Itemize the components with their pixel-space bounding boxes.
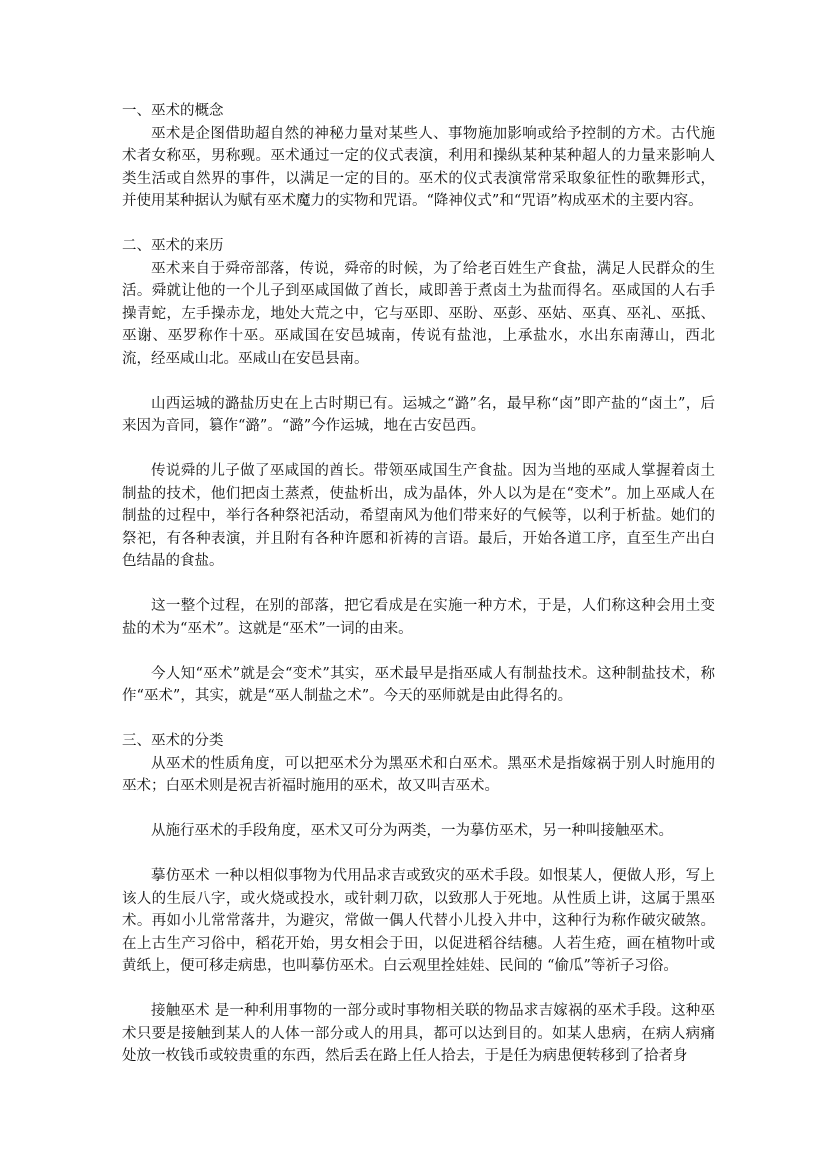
spacer [122, 438, 715, 461]
spacer [122, 640, 715, 663]
spacer [122, 708, 715, 731]
paragraph-contact-magic: 接触巫术 是一种利用事物的一部分或时事物相关联的物品求吉嫁祸的巫术手段。这种巫术只要是接触到某人的人体一部分或人的用具，都可以达到目的。如某人患病，在病人病痛处放一枚钱币或较贵重的东西，然后丢在路上任人拾去，于是任为病患便转移到了拾者身 [122, 1003, 715, 1064]
spacer [122, 370, 715, 393]
paragraph-origin-2: 山西运城的潞盐历史在上古时期已有。运城之“潞”名，最早称“卤”即产盐的“卤土”，后来因为音同，篡作“潞”。“潞”今作运城，地在古安邑西。 [122, 395, 715, 434]
paragraph-origin-3: 传说舜的儿子做了巫咸国的酋长。带领巫咸国生产食盐。因为当地的巫咸人掌握着卤土制盐的技术，他们把卤土蒸煮，使盐析出，成为晶体，外人以为是在“变术”。加上巫咸人在制盐的过程中，举行各种祭祀活动，希望南风为他们带来好的气候等，以利于析盐。她们的祭祀，有各种表演，并且附有各种许愿和祈祷的言语。最后，开始各道工序，直至生产出白色结晶的食盐。 [122, 463, 715, 569]
spacer [122, 213, 715, 236]
section-heading-origin: 二、巫术的来历 [122, 238, 224, 254]
paragraph-imitative-magic: 摹仿巫术 一种以相似事物为代用品求吉或致灾的巫术手段。如恨某人，便做人形，写上该人的生辰八字，或火烧或投水，或针刺刀砍，以致那人于死地。从性质上讲，这属于黑巫术。再如小儿常常落井，为避灾，常做一偶人代替小儿投入井中，这种行为称作破灾破煞。在上古生产习俗中，稻花开始，男女相会于田，以促进稻谷结穗。人若生疮，画在植物叶或黄纸上，便可移走病患，也叫摹仿巫术。白云观里拴娃娃、民间的 “偷瓜”等祈子习俗。 [122, 868, 715, 974]
section-heading-classification: 三、巫术的分类 [122, 733, 224, 749]
spacer [122, 843, 715, 866]
paragraph-origin-1: 巫术来自于舜帝部落，传说，舜帝的时候，为了给老百姓生产食盐，满足人民群众的生活。舜就让他的一个儿子到巫咸国做了酋长，咸即善于煮卤土为盐而得名。巫咸国的人右手操青蛇，左手操赤龙，地处大荒之中，它与巫即、巫盼、巫彭、巫姑、巫真、巫礼、巫抵、巫谢、巫罗称作十巫。巫咸国在安邑城南，传说有盐池，上承盐水，水出东南薄山，西北流，经巫咸山北。巫咸山在安邑县南。 [122, 260, 715, 367]
paragraph-origin-4: 这一整个过程，在别的部落，把它看成是在实施一种方术，于是，人们称这种会用土变盐的术为“巫术”。这就是“巫术”一词的由来。 [122, 598, 715, 637]
paragraph-origin-5: 今人知“巫术”就是会“变术”其实，巫术最早是指巫咸人有制盐技术。这种制盐技术，称作“巫术”，其实，就是“巫人制盐之术”。今天的巫师就是由此得名的。 [122, 665, 715, 704]
paragraph-concept: 巫术是企图借助超自然的神秘力量对某些人、事物施加影响或给予控制的方术。古代施术者女称巫，男称觋。巫术通过一定的仪式表演，利用和操纵某种某种超人的力量来影响人类生活或自然界的事件，以满足一定的目的。巫术的仪式表演常常采取象征性的歌舞形式，并使用某种据认为赋有巫术魔力的实物和咒语。“降神仪式”和“咒语”构成巫术的主要内容。 [122, 125, 715, 209]
paragraph-classification-2: 从施行巫术的手段角度，巫术又可分为两类，一为摹仿巫术，另一种叫接触巫术。 [151, 823, 673, 839]
paragraph-classification-1: 从巫术的性质角度，可以把巫术分为黑巫术和白巫术。黑巫术是指嫁祸于别人时施用的巫术；白巫术则是祝吉祈福时施用的巫术，故又叫吉巫术。 [122, 755, 715, 794]
spacer [122, 978, 715, 1001]
spacer [122, 573, 715, 596]
section-heading-concept: 一、巫术的概念 [122, 103, 224, 119]
spacer [122, 798, 715, 821]
